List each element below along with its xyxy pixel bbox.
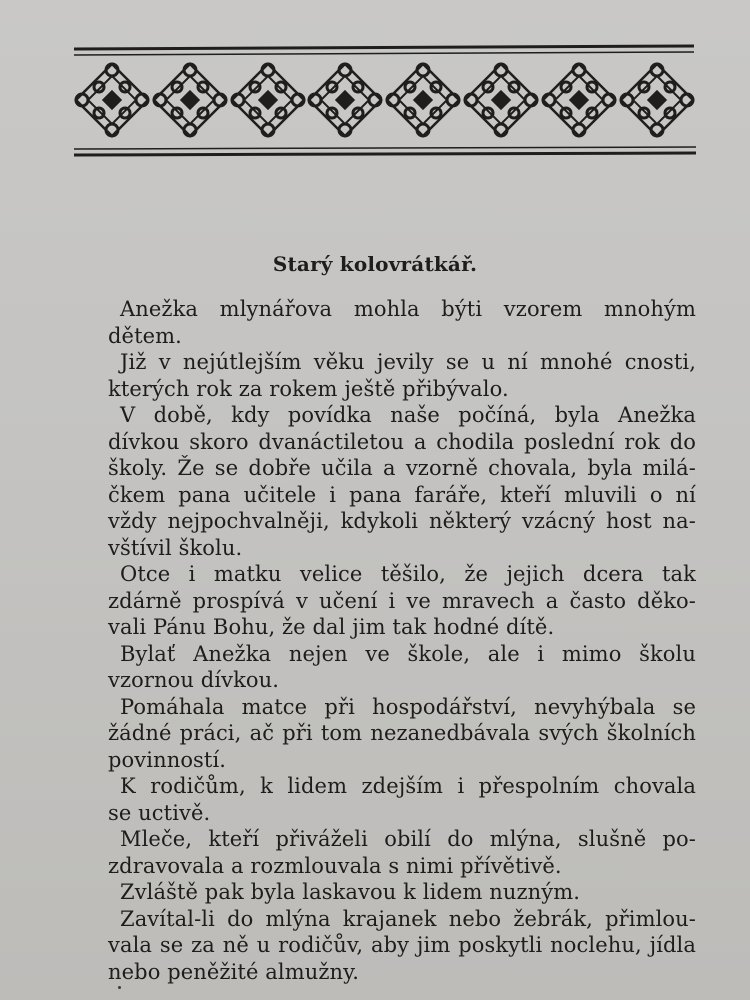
text-line: Pomáhala matce při hospodářství, nevyhýbala se xyxy=(120,694,696,719)
paper-speck xyxy=(118,986,121,989)
text-line: vala se za ně u rodičův, aby jim poskytli noclehu, jídla xyxy=(108,933,696,957)
text-line: zdravovala a rozmlouvala s nimi přívětivě. xyxy=(108,853,562,878)
chapter-title: Starý kolovrátkář. xyxy=(272,252,478,276)
ornament-motif-row xyxy=(76,64,693,136)
text-line: Mleče, kteří přiváželi obilí do mlýna, slušně po- xyxy=(120,827,696,851)
text-line: V době, kdy povídka naše počíná, byla Anežka xyxy=(120,403,696,427)
text-line: povinností. xyxy=(108,747,227,772)
chapter-body xyxy=(108,296,696,985)
text-line: nebo peněžité almužny. xyxy=(108,959,360,984)
text-line: vštívil školu. xyxy=(108,535,243,560)
text-line: dětem. xyxy=(108,323,182,348)
decorative-header-border xyxy=(74,40,696,160)
text-line: se uctivě. xyxy=(108,800,211,825)
text-line: Bylať Anežka nejen ve škole, ale i mimo školu xyxy=(120,641,696,666)
text-line: čkem pana učitele i pana faráře, kteří mluvili o ní xyxy=(108,482,696,507)
text-line: žádné práci, ač při tom nezanedbávala svých školních xyxy=(108,721,696,745)
text-line: kterých rok za rokem ještě přibývalo. xyxy=(108,376,509,401)
text-line: školy. Že se dobře učila a vzorně chovala, byla milá- xyxy=(108,456,696,480)
text-line: K rodičům, k lidem zdejším i přespolním chovala xyxy=(120,774,696,798)
text-line: vzornou dívkou. xyxy=(108,668,280,692)
text-line: zdárně prospívá v učení i ve mravech a často děko- xyxy=(108,588,696,613)
text-line: Otce i matku velice těšilo, že jejich dcera tak xyxy=(120,562,696,586)
text-line: Zvláště pak byla laskavou k lidem nuzným. xyxy=(120,880,581,904)
text-line: Již v nejútlejším věku jevily se u ní mnohé cnosti, xyxy=(120,350,696,374)
text-line: vždy nejpochvalněji, kdykoli některý vzácný host na- xyxy=(108,509,696,533)
text-line: Anežka mlynářova mohla býti vzorem mnohým xyxy=(120,297,696,321)
text-line: vali Pánu Bohu, že dal jim tak hodné dítě. xyxy=(108,615,555,639)
text-line: Zavítal-li do mlýna krajanek nebo žebrák, přimlou- xyxy=(120,906,696,931)
text-line: dívkou skoro dvanáctiletou a chodila poslední rok do xyxy=(108,429,696,454)
